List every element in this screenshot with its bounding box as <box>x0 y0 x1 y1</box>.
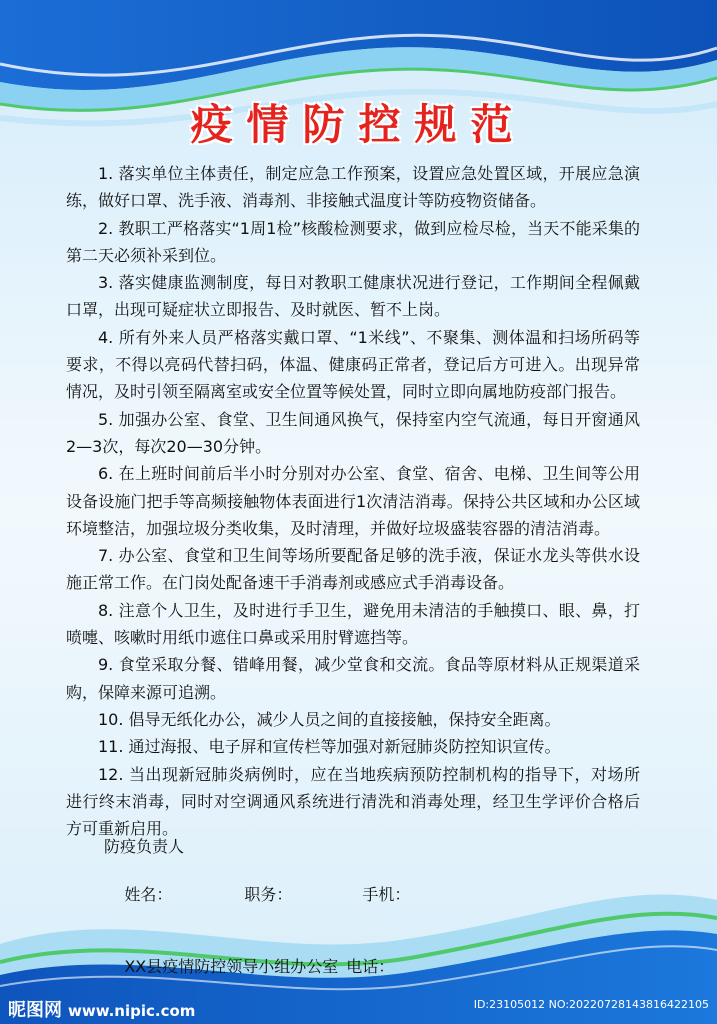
phone-label: 手机： <box>362 885 411 904</box>
rule-item: 4. 所有外来人员严格落实戴口罩、“1米线”、不聚集、测体温和扫场所码等要求，不得以亮码代替扫码，体温、健康码正常者，登记后方可进入。出现异常情况，及时引领至隔离室或安全位置等候处置，同时立即向属地防疫部门报告。 <box>66 327 640 402</box>
rule-item: 8. 注意个人卫生，及时进行手卫生，避免用未清洁的手触摸口、眼、鼻，打喷嚏、咳嗽时用纸巾遮住口鼻或采用肘臂遮挡等。 <box>66 600 640 648</box>
rule-item: 10. 倡导无纸化办公，减少人员之间的直接接触，保持安全距离。 <box>98 709 561 729</box>
rule-item: 5. 加强办公室、食堂、卫生间通风换气，保持室内空气流通，每日开窗通风2—3次，每次20—30分钟。 <box>66 409 640 456</box>
rule-item: 2. 教职工严格落实“1周1检”核酸检测要求，做到应检尽检，当天不能采集的第二天必须补采到位。 <box>66 218 640 265</box>
signature-block <box>104 835 410 1003</box>
watermark-url: www.nipic.com <box>68 1002 196 1020</box>
position-label: 职务： <box>244 885 293 904</box>
signature-heading: 防疫负责人 <box>104 837 185 856</box>
watermark-logo-text: 昵图网 <box>8 1000 62 1021</box>
rule-item: 6. 在上班时间前后半小时分别对办公室、食堂、宿舍、电梯、卫生间等公用设备设施门把手等高频接触物体表面进行1次清洁消毒。保持公共区域和办公区域环境整洁，加强垃圾分类收集，及时清理，并做好垃圾盛装容器的清洁消毒。 <box>66 464 640 538</box>
rule-item: 1. 落实单位主体责任，制定应急工作预案，设置应急处置区域，开展应急演练，做好口罩、洗手液、消毒剂、非接触式温度计等防疫物资储备。 <box>66 164 640 211</box>
rule-item: 3. 落实健康监测制度，每日对教职工健康状况进行登记，工作期间全程佩戴口罩，出现可疑症状立即报告、及时就医、暂不上岗。 <box>66 273 640 320</box>
rule-item: 12. 当出现新冠肺炎病例时，应在当地疾病预防控制机构的指导下，对场所进行终末消毒，同时对空调通风系统进行清洗和消毒处理，经卫生学评价合格后方可重新启用。 <box>66 764 640 839</box>
signature-fields <box>104 859 410 931</box>
name-label: 姓名： <box>124 885 173 904</box>
rule-item: 9. 食堂采取分餐、错峰用餐，减少堂食和交流。食品等原材料从正规渠道采购，保障来源可追溯。 <box>66 655 640 702</box>
office-name: XX县疫情防控领导小组办公室 <box>124 957 339 976</box>
page-title: 疫情防控规范 <box>190 100 527 149</box>
watermark-id: ID:23105012 NO:20220728143816422105 <box>473 998 709 1011</box>
rule-item: 11. 通过海报、电子屏和宣传栏等加强对新冠肺炎防控知识宣传。 <box>98 737 561 757</box>
tel-label: 电话： <box>346 957 395 976</box>
signature-office-row <box>104 931 410 1003</box>
rule-item: 7. 办公室、食堂和卫生间等场所要配备足够的洗手液，保证水龙头等供水设施正常工作。在门岗处配备速干手消毒剂或感应式手消毒设备。 <box>66 546 640 593</box>
rules-list <box>66 160 640 842</box>
watermark-brand <box>8 996 195 1022</box>
